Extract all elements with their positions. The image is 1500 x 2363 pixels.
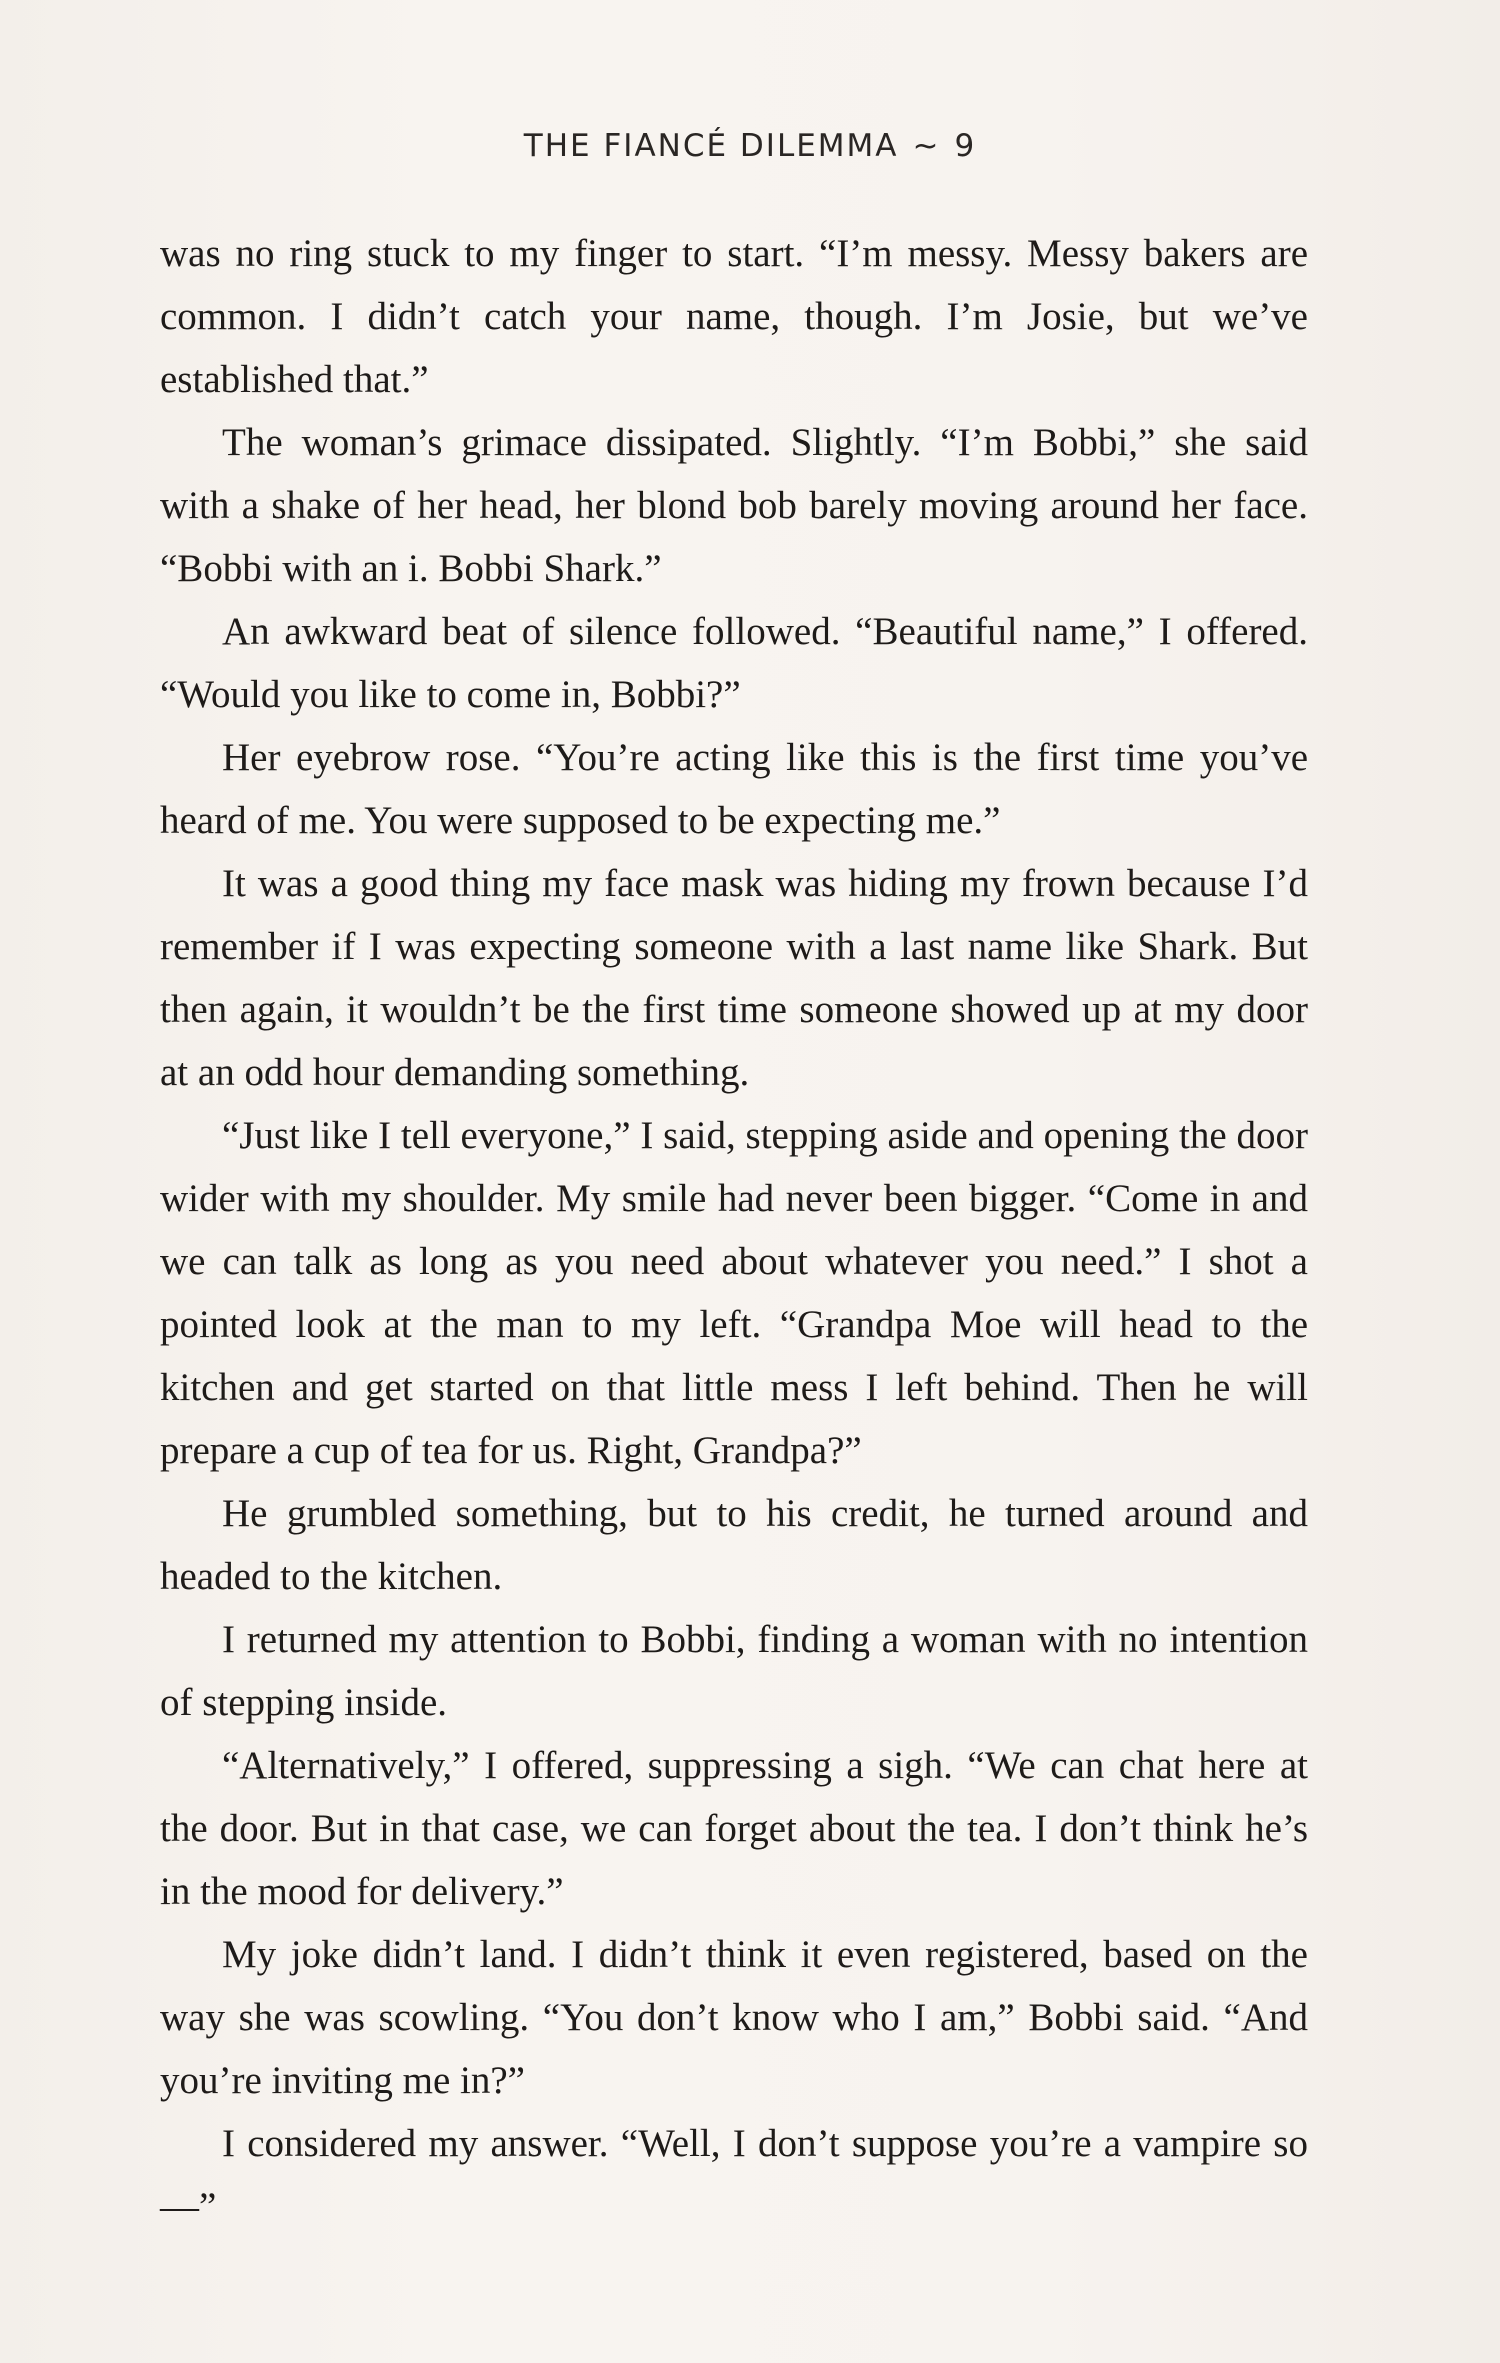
- paragraph: It was a good thing my face mask was hiding my frown because I’d remember if I was expecting someone with a last name like Shark. But then again, it wouldn’t be the first time someone showed up at my door at an odd hour demanding something.: [160, 862, 1308, 1094]
- book-title: THE FIANCÉ DILEMMA: [523, 128, 899, 164]
- paragraph: “Just like I tell everyone,” I said, stepping aside and opening the door wider with my shoulder. My smile had never been bigger. “Come in and we can talk as long as you need about whatever you need.” I shot a pointed look at the man to my left. “Grandpa Moe will head to the kitchen and get started on that little mess I left behind. Then he will prepare a cup of tea for us. Right, Grandpa?”: [160, 1114, 1308, 1472]
- paragraph: I returned my attention to Bobbi, finding a woman with no intention of stepping inside.: [160, 1618, 1308, 1724]
- paragraph: was no ring stuck to my finger to start. “I’m messy. Messy bakers are common. I didn’t catch your name, though. I’m Josie, but we’ve established that.”: [160, 232, 1308, 401]
- paragraph: “Alternatively,” I offered, suppressing a sigh. “We can chat here at the door. But in that case, we can forget about the tea. I don’t think he’s in the mood for delivery.”: [160, 1744, 1308, 1913]
- paragraph: I considered my answer. “Well, I don’t suppose you’re a vampire so—”: [160, 2122, 1308, 2228]
- paragraph: He grumbled something, but to his credit, he turned around and headed to the kitchen.: [160, 1492, 1308, 1598]
- body-text: [160, 222, 1308, 2238]
- paragraph: An awkward beat of silence followed. “Beautiful name,” I offered. “Would you like to come in, Bobbi?”: [160, 610, 1308, 716]
- paragraph: My joke didn’t land. I didn’t think it even registered, based on the way she was scowling. “You don’t know who I am,” Bobbi said. “And you’re inviting me in?”: [160, 1933, 1308, 2102]
- header-separator: ~: [912, 128, 941, 164]
- running-header: [0, 128, 1500, 164]
- paragraph: Her eyebrow rose. “You’re acting like this is the first time you’ve heard of me. You were supposed to be expecting me.”: [160, 736, 1308, 842]
- page-number: 9: [954, 128, 977, 164]
- paragraph: The woman’s grimace dissipated. Slightly. “I’m Bobbi,” she said with a shake of her head, her blond bob barely moving around her face. “Bobbi with an i. Bobbi Shark.”: [160, 421, 1308, 590]
